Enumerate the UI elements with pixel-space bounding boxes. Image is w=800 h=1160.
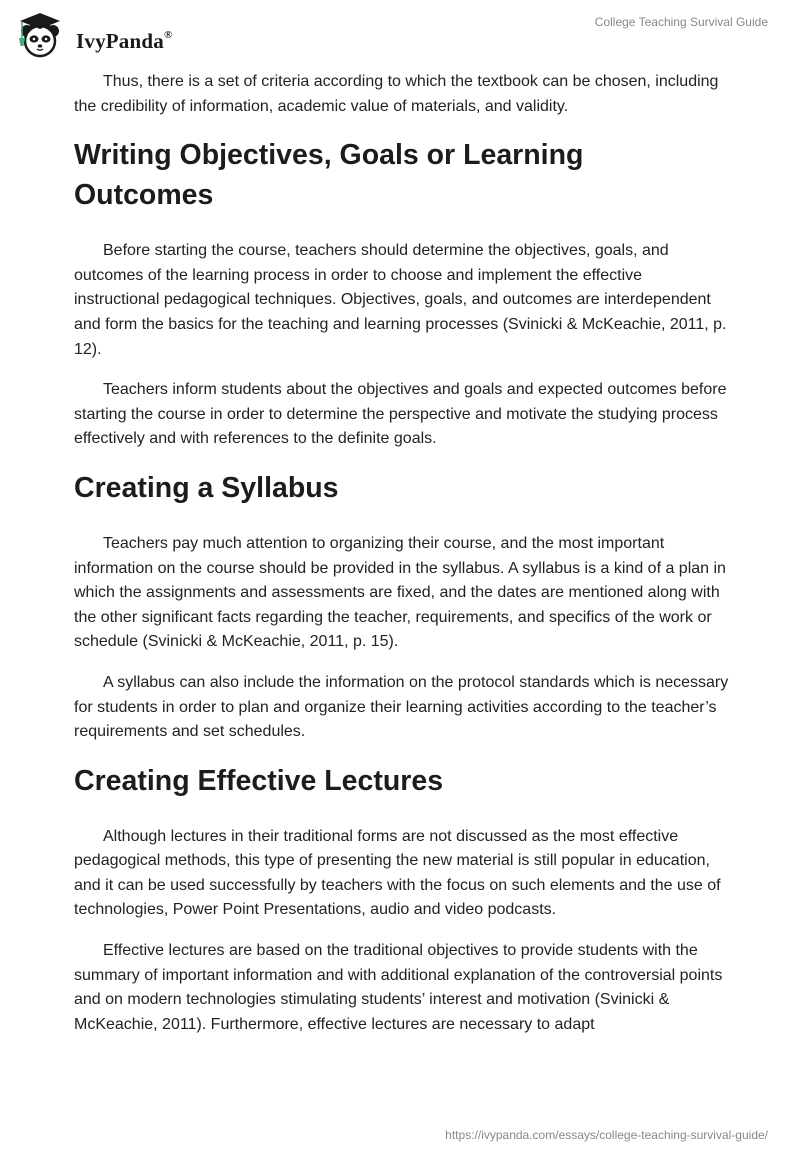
paragraph: Thus, there is a set of criteria according to which the textbook can be chosen, including the credibility of information, academic value of materials, and validity. <box>74 73 719 115</box>
essay-content <box>74 70 730 1053</box>
logo-wordmark: IvyPanda® <box>76 29 173 53</box>
section-heading: Creating Effective Lectures <box>74 764 444 797</box>
paragraph: Before starting the course, teachers should determine the objectives, goals, and outcomes of the learning process in order to choose and implement the effective instructional pedagogical techniques. Objectives, goals, and outcomes are interdependent and form the basics for the teaching and learning processes (Svinicki & McKeachie, 2011, p. 12). <box>74 242 727 358</box>
paragraph: Teachers inform students about the objectives and goals and expected outcomes before starting the course in order to determine the perspective and motivate the studying process effectively and with references to the definite goals. <box>74 381 727 448</box>
source-url[interactable]: https://ivypanda.com/essays/college-teaching-survival-guide/ <box>445 1128 768 1142</box>
ivypanda-logo[interactable] <box>14 8 204 58</box>
section-heading: Writing Objectives, Goals or Learning Outcomes <box>74 139 584 212</box>
paragraph: Teachers pay much attention to organizing their course, and the most important information on the course should be provided in the syllabus. A syllabus is a kind of a plan in which the assignments and assessments are fixed, and the dates are mentioned along with the other significant facts regarding the teacher, requirements, and specifics of the work or schedule (Svinicki & McKeachie, 2011, p. 15). <box>74 534 726 651</box>
document-title: College Teaching Survival Guide <box>594 15 768 29</box>
registered-mark: ® <box>163 29 173 41</box>
paragraph: Although lectures in their traditional forms are not discussed as the most effective pedagogical methods, this type of presenting the new material is still popular in education, and it can be used successfully by teachers with the focus on such elements and the use of technologies, Power Point Presentations, audio and video podcasts. <box>74 827 721 919</box>
paragraph: A syllabus can also include the information on the protocol standards which is necessary for students in order to plan and organize their learning activities according to the teacher’s requirements and set schedules. <box>74 673 729 741</box>
section-heading: Creating a Syllabus <box>74 471 339 504</box>
paragraph: Effective lectures are based on the traditional objectives to provide students with the summary of important information and with additional explanation of the controversial points and on modern technologies stimulating students’ interest and motivation (Svinicki & McKeachie, 2011). Furthermore, effective lectures are necessary to adapt <box>74 942 723 1033</box>
panda-graduate-icon <box>14 8 70 58</box>
